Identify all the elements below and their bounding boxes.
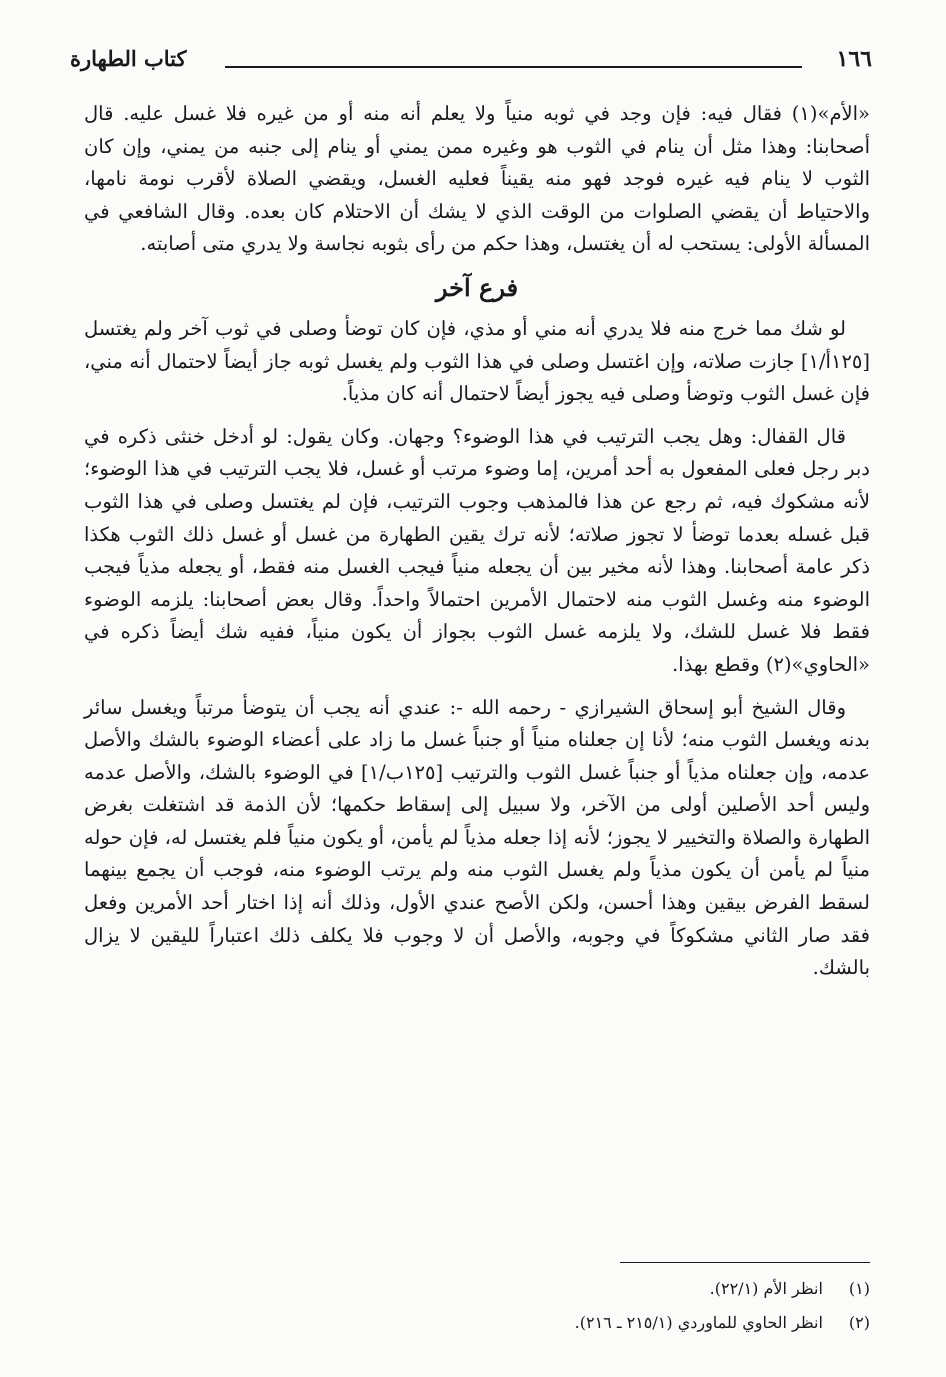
book-title: كتاب الطهارة [70, 46, 187, 71]
footnote-number: (١) [848, 1279, 870, 1298]
body-text [84, 98, 870, 995]
footnote-rule [620, 1262, 870, 1263]
page-number: ١٦٦ [836, 46, 872, 72]
paragraph-3: قال القفال: وهل يجب الترتيب في هذا الوضوء؟ وجهان. وكان يقول: لو أدخل خنثى ذكره في دبر رجل فعلى المفعول به أحد أمرين، إما وضوء مرتب أو غسل، فلا يجب الترتيب في هذا الوضوء؛ لأنه مشكوك فيه، ثم رجع عن هذا فالمذهب وجوب الترتيب، فإن لم يغتسل وصلى في هذا الثوب قبل غسله بعدما توضأ لا تجوز صلاته؛ لأنه ترك يقين الطهارة من غسل أو غسل ذلك الثوب هكذا ذكر عامة أصحابنا. وهذا لأنه مخير بين أن يجعله منياً فيجب الغسل منه فقط، أو يجعله مذياً فيجب الوضوء منه وغسل الثوب منه لاحتمال الأمرين احتمالاً واحداً. وقال بعض أصحابنا: يلزمه الوضوء فقط فلا غسل للشك، ولا يلزمه غسل الثوب بجواز أن يكون منياً، ففيه شك أيضاً ذكره في «الحاوي»(٢) وقطع بهذا. [84, 424, 870, 676]
paragraph-4: وقال الشيخ أبو إسحاق الشيرازي - رحمه الله -: عندي أنه يجب أن يتوضأ مرتباً ويغسل سائر بدنه ويغسل الثوب منه؛ لأنا إن جعلناه منياً أو جنباً غسل ما زاد على أعضاء الوضوء بالشك والأصل عدمه، وإن جعلناه مذياً أو جنباً غسل الثوب والترتيب [١٢٥ب/١] في الوضوء بالشك، والأصل عدمه وليس أحد الأصلين أولى من الآخر، ولا سبيل إلى إسقاط حكمها؛ لأن الذمة قد اشتغلت بغرض الطهارة والصلاة والتخيير لا يجوز؛ لأنه إذا جعله مذياً لم يأمن، أو يكون منياً فلم يغتسل له، فإن حوله منياً لم يأمن أن يكون مذياً ولم يغسل الثوب منه ولم يرتب الوضوء منه، فوجب أن يجمع بينهما لسقط الفرض بيقين وهذا أحسن، ولكن الأصح عندي الأول، وذلك أنه إذا اختار أحد الأمرين وفعل فقد صار الثاني مشكوكاً في وجوبه، والأصل أن لا وجوب فلا يكلف ذلك اعتباراً لليقين لا يزال بالشك. [84, 695, 870, 980]
paragraph-2: لو شك مما خرج منه فلا يدري أنه مني أو مذي، فإن كان توضأ وصلى في ثوب آخر ولم يغتسل [١٢٥أ/١] جازت صلاته، وإن اغتسل وصلى في هذا الثوب ولم يغسل ثوبه جاز أيضاً لاحتمال أنه مني، فإن غسل الثوب وتوضأ وصلى فيه يجوز أيضاً لاحتمال أنه كان مذياً. [84, 316, 870, 406]
footnote-text: انظر الحاوي للماوردي (٢١٥/١ ـ ٢١٦). [574, 1313, 823, 1332]
footnote-number: (٢) [848, 1313, 870, 1332]
footnote-1 [84, 1272, 870, 1306]
section-heading: فرع آخر [435, 272, 519, 302]
page-header [70, 46, 872, 86]
paragraph-1: «الأم»(١) فقال فيه: فإن وجد في ثوبه منياً ولا يعلم أنه منه أو من غيره فلا غسل عليه. قال أصحابنا: وهذا مثل أن ينام في الثوب هو وغيره ممن يمني أو ينام إلى جنبه من يمني، وإن كان الثوب لا ينام فيه غيره فوجد فهو منه يقيناً فعليه الغسل، ويقضي الصلاة لأقرب نومة نامها، والاحتياط أن يقضي الصلوات من الوقت الذي لا يشك أن الاحتلام كان بعده. وقال الشافعي في المسألة الأولى: يستحب له أن يغتسل، وهذا حكم من رأى بثوبه نجاسة ولا يدري متى أصابته. [84, 102, 870, 256]
footnote-text: انظر الأم (٢٢/١). [709, 1279, 823, 1298]
footnotes [84, 1272, 870, 1340]
footnote-2 [84, 1306, 870, 1340]
header-rule [225, 66, 802, 68]
